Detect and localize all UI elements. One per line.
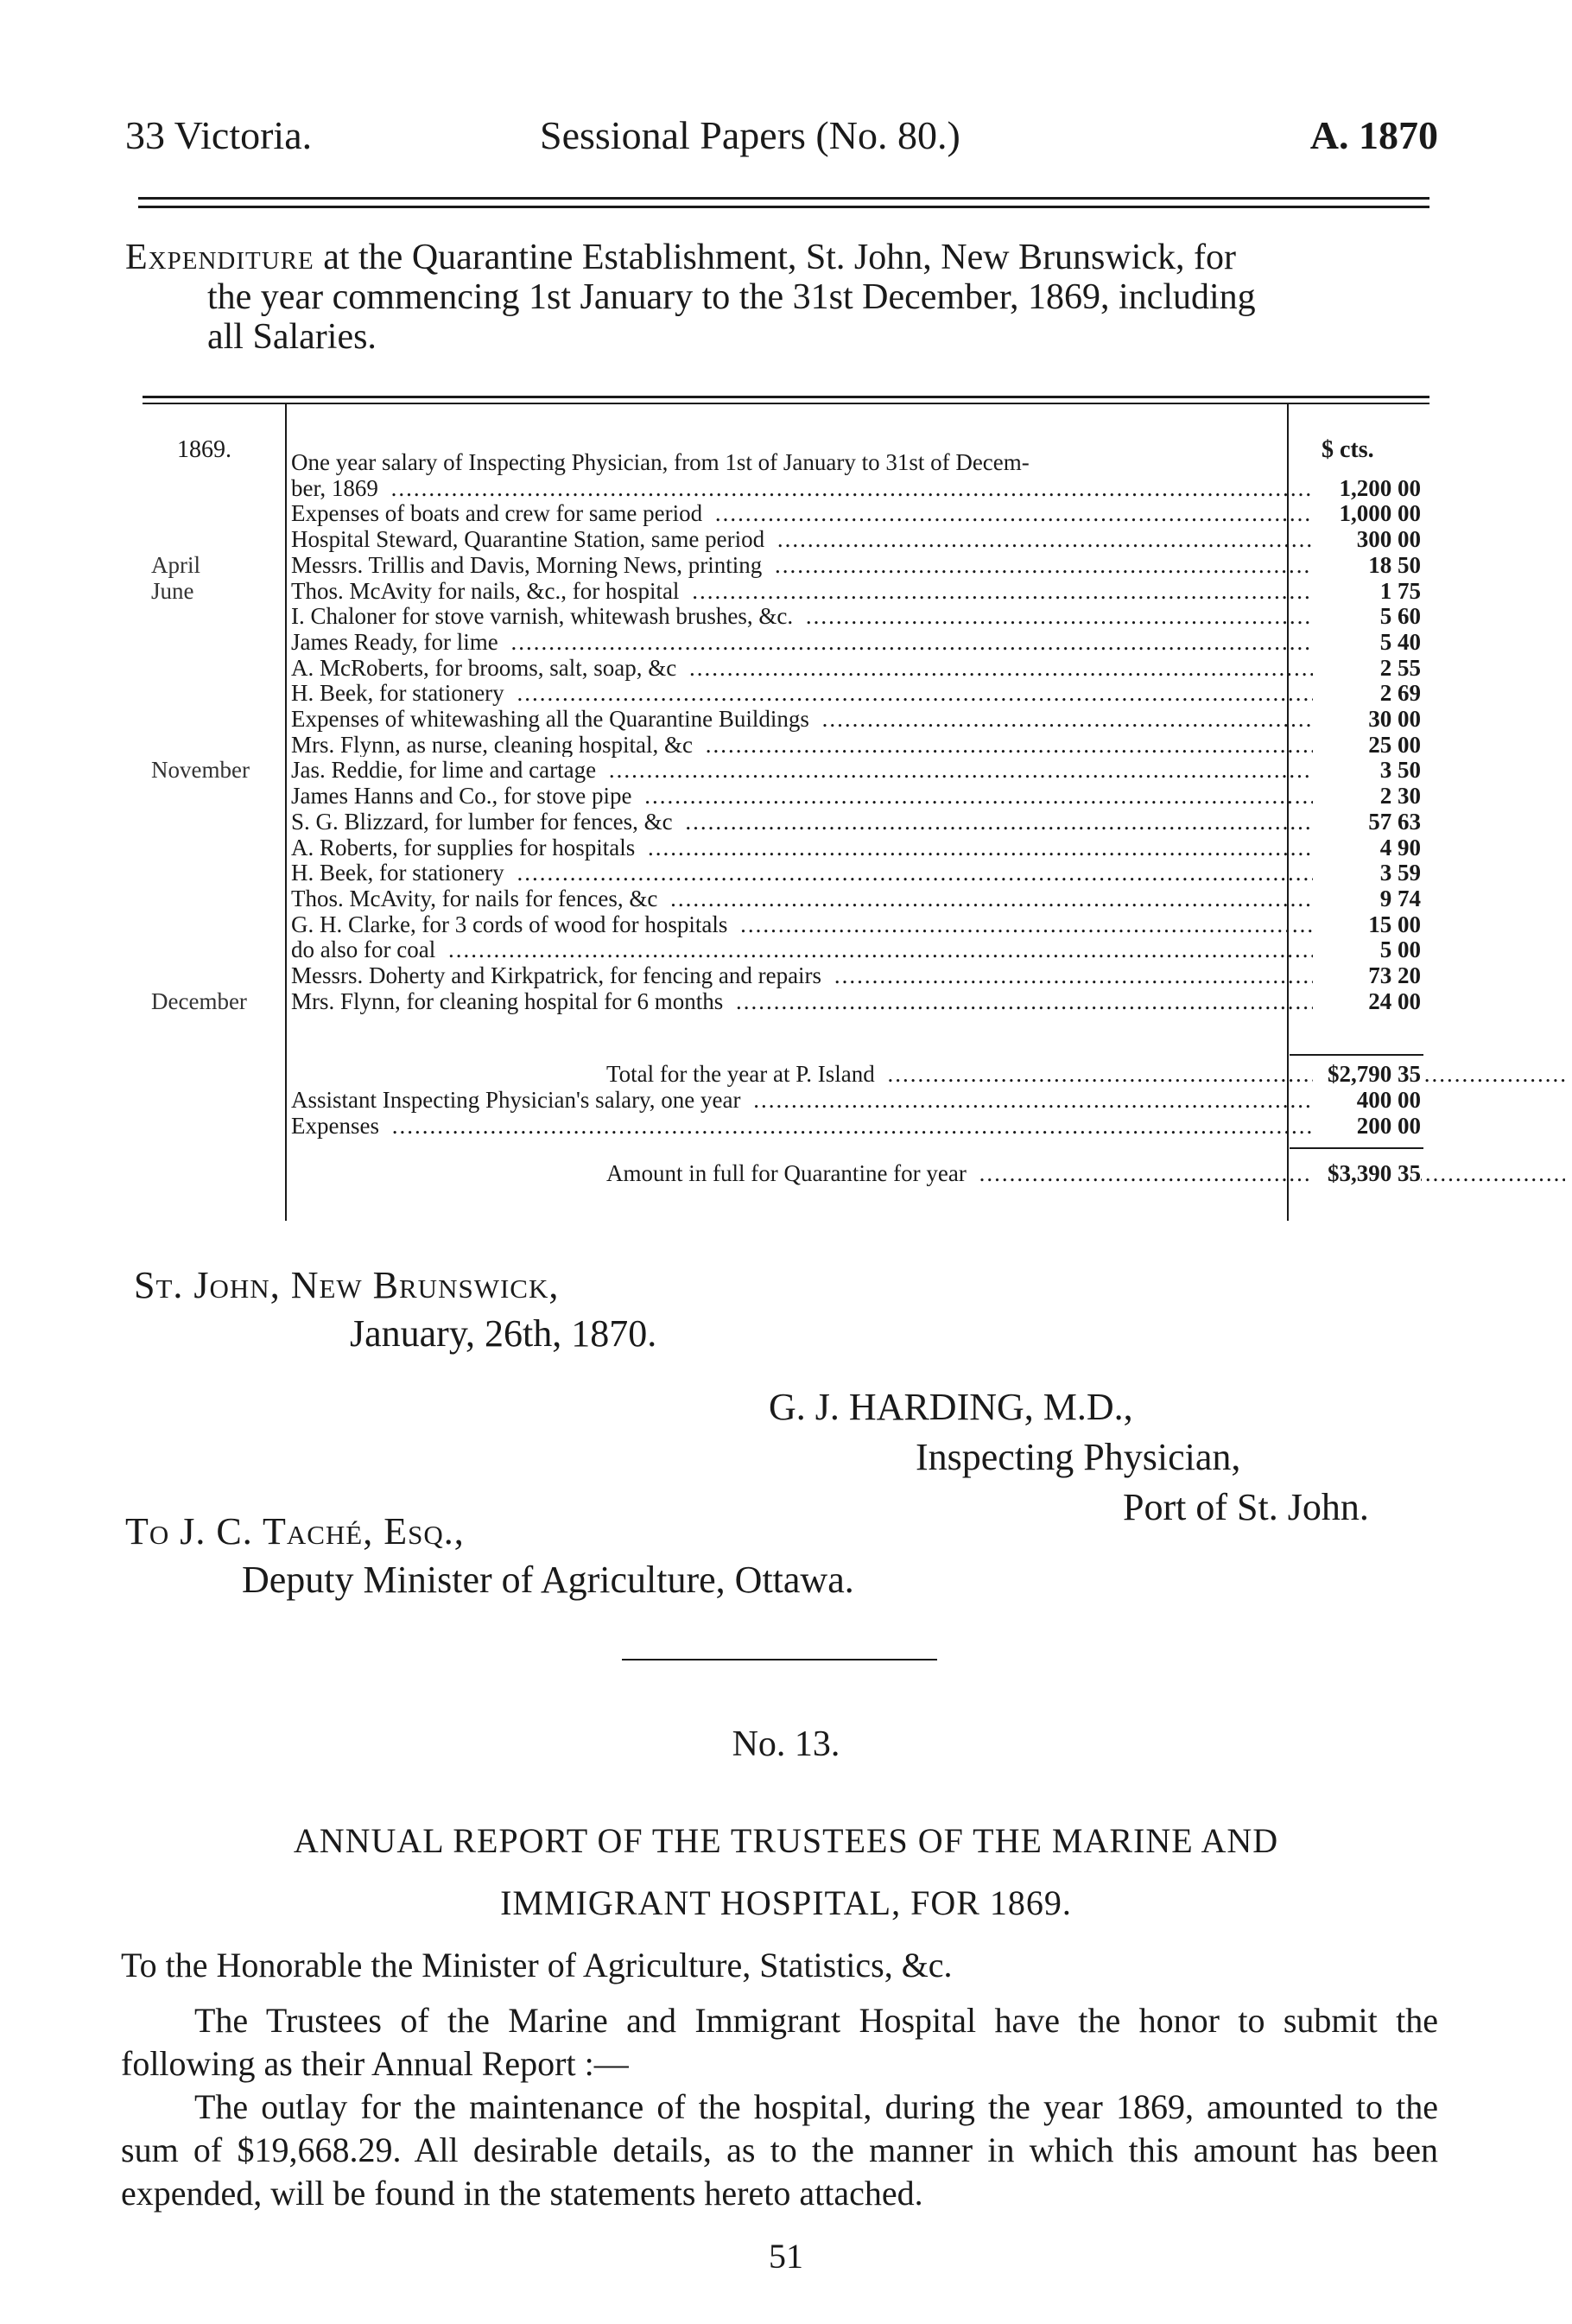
row-month: April [151, 551, 200, 578]
heading-line-3: all Salaries. [207, 317, 377, 357]
row-amount: 24 00 [1313, 988, 1421, 1015]
row-description: Messrs. Trillis and Davis, Morning News, printing [291, 552, 767, 578]
row-description: Messrs. Doherty and Kirkpatrick, for fencing and repairs [291, 962, 827, 988]
row-description: Thos. McAvity for nails, &c., for hospital [291, 578, 684, 604]
expenditure-table [143, 389, 1429, 1227]
row-description: Thos. McAvity, for nails for fences, &c [291, 886, 662, 911]
table-row [143, 835, 1429, 860]
row-description: One year salary of Inspecting Physician, from 1st of January to 31st of Decem- [291, 449, 1035, 475]
table-money-header: $ cts. [1322, 436, 1374, 463]
row-description: S. G. Blizzard, for lumber for fences, &c [291, 809, 678, 835]
table-row [143, 552, 1429, 578]
report-number: No. 13. [732, 1724, 840, 1764]
table-rule-second [143, 403, 1429, 404]
table-row [143, 911, 1429, 937]
table-year: 1869. [177, 436, 231, 463]
assistant-amount: 400 00 [1313, 1087, 1421, 1114]
running-header [125, 112, 1438, 164]
row-amount: 9 74 [1313, 886, 1421, 912]
date-line: January, 26th, 1870. [350, 1312, 657, 1355]
paragraph-1: The Trustees of the Marine and Immigrant Hospital have the honor to submit the following as their Annual Report :— [121, 2001, 1438, 2083]
row-description: Hospital Steward, Quarantine Station, same period [291, 526, 770, 552]
row-amount: 2 69 [1313, 680, 1421, 707]
row-amount: 2 55 [1313, 655, 1421, 682]
table-row [143, 962, 1429, 988]
row-month: December [151, 987, 247, 1014]
row-amount: 15 00 [1313, 911, 1421, 938]
header-session: 33 Victoria. [125, 113, 313, 157]
table-row [143, 578, 1429, 604]
row-amount: 300 00 [1313, 526, 1421, 553]
signer-title: Inspecting Physician, [916, 1436, 1241, 1478]
report-title [130, 1810, 1442, 1934]
table-row [143, 680, 1429, 706]
assistant-label: Assistant Inspecting Physician's salary, one year [291, 1087, 746, 1113]
heading-line-2: the year commencing 1st January to the 31st December, 1869, including [207, 277, 1256, 317]
table-row [143, 449, 1429, 475]
row-month: June [151, 577, 194, 604]
row-amount: 25 00 [1313, 732, 1421, 759]
row-amount: 5 60 [1313, 603, 1421, 630]
paragraph-2: The outlay for the maintenance of the hospital, during the year 1869, amounted to the sum of $19,668.29. All desirable details, as to the manner in which this amount has been expended, will be found in the statements hereto attached. [121, 2087, 1438, 2213]
place-line: St. John, New Brunswick, [134, 1264, 560, 1306]
table-row [143, 809, 1429, 835]
header-year: A. 1870 [1309, 113, 1438, 157]
row-month: November [151, 757, 250, 784]
row-description: H. Beek, for stationery [291, 860, 510, 886]
row-description: Expenses of boats and crew for same period [291, 500, 707, 526]
signer-name: G. J. HARDING, M.D., [769, 1386, 1133, 1428]
grand-total-rule [1290, 1147, 1423, 1149]
addressee-line-1: To J. C. Taché, Esq., [125, 1510, 465, 1553]
row-description: James Ready, for lime [291, 629, 504, 655]
header-sessional-papers: Sessional Papers (No. 80.) [540, 113, 960, 157]
expenses-amount: 200 00 [1313, 1113, 1421, 1140]
row-amount: 57 63 [1313, 809, 1421, 835]
report-title-line-2: IMMIGRANT HOSPITAL, FOR 1869. [500, 1883, 1072, 1922]
table-row [143, 886, 1429, 911]
section-divider [622, 1659, 937, 1660]
row-amount: 5 00 [1313, 937, 1421, 963]
table-row [143, 860, 1429, 886]
total-island-label: Total for the year at P. Island [606, 1061, 880, 1087]
row-description: ber, 1869 [291, 475, 383, 501]
total-island-amount: $2,790 35 [1313, 1061, 1421, 1088]
row-amount: 4 90 [1313, 835, 1421, 861]
header-rule-top [138, 197, 1429, 200]
row-amount: 5 40 [1313, 629, 1421, 656]
table-row [143, 475, 1429, 501]
row-description: A. McRoberts, for brooms, salt, soap, &c [291, 655, 681, 681]
row-description: Mrs. Flynn, as nurse, cleaning hospital, &c [291, 732, 698, 758]
row-description: G. H. Clarke, for 3 cords of wood for hospitals [291, 911, 732, 937]
row-amount: 2 30 [1313, 783, 1421, 810]
subtotal-rule [1290, 1054, 1423, 1056]
row-amount: 1,200 00 [1313, 475, 1421, 502]
row-amount: 3 59 [1313, 860, 1421, 886]
row-amount: 30 00 [1313, 706, 1421, 733]
row-description: H. Beek, for stationery [291, 680, 510, 706]
table-row [143, 526, 1429, 552]
table-row [143, 629, 1429, 655]
row-amount: 3 50 [1313, 757, 1421, 784]
expenses-label: Expenses [291, 1113, 384, 1139]
header-rule-bottom [138, 206, 1429, 208]
table-row-total-island [143, 1061, 1429, 1087]
signer-port: Port of St. John. [1123, 1486, 1369, 1528]
table-row-expenses [143, 1113, 1429, 1139]
table-row [143, 937, 1429, 962]
expenditure-heading [125, 238, 1434, 357]
table-row [143, 603, 1429, 629]
table-row [143, 783, 1429, 809]
row-description: do also for coal [291, 937, 441, 962]
row-amount: 1,000 00 [1313, 500, 1421, 527]
table-row [143, 655, 1429, 681]
addressee-block [125, 1508, 854, 1604]
table-row [143, 757, 1429, 783]
report-body [121, 1944, 1438, 2215]
grand-total-amount: $3,390 35 [1313, 1160, 1421, 1187]
row-amount: 1 75 [1313, 578, 1421, 605]
page-number: 51 [769, 2237, 803, 2276]
row-description: A. Roberts, for supplies for hospitals [291, 835, 640, 860]
row-description: Jas. Reddie, for lime and cartage [291, 757, 601, 783]
table-row-grand-total [143, 1160, 1429, 1186]
addressee-line-2: Deputy Minister of Agriculture, Ottawa. [242, 1559, 854, 1601]
table-row [143, 500, 1429, 526]
salutation: To the Honorable the Minister of Agriculture, Statistics, &c. [121, 1946, 953, 1984]
signature-block [769, 1382, 1369, 1533]
row-amount: 73 20 [1313, 962, 1421, 989]
row-description: Expenses of whitewashing all the Quarantine Buildings [291, 706, 815, 732]
row-description: Mrs. Flynn, for cleaning hospital for 6 months [291, 988, 728, 1014]
heading-line-1: at the Quarantine Establishment, St. John, New Brunswick, for [323, 238, 1237, 277]
table-row [143, 732, 1429, 758]
heading-lead: Expenditure [125, 238, 314, 277]
report-title-line-1: ANNUAL REPORT OF THE TRUSTEES OF THE MARINE AND [293, 1821, 1279, 1860]
table-row-assistant [143, 1087, 1429, 1113]
table-row [143, 988, 1429, 1014]
place-date-block [134, 1261, 656, 1358]
row-description: I. Chaloner for stove varnish, whitewash brushes, &c. [291, 603, 798, 629]
row-amount: 18 50 [1313, 552, 1421, 579]
row-description: James Hanns and Co., for stove pipe [291, 783, 637, 809]
table-rule-top [143, 396, 1429, 398]
table-row [143, 706, 1429, 732]
grand-total-label: Amount in full for Quarantine for year [606, 1160, 972, 1186]
